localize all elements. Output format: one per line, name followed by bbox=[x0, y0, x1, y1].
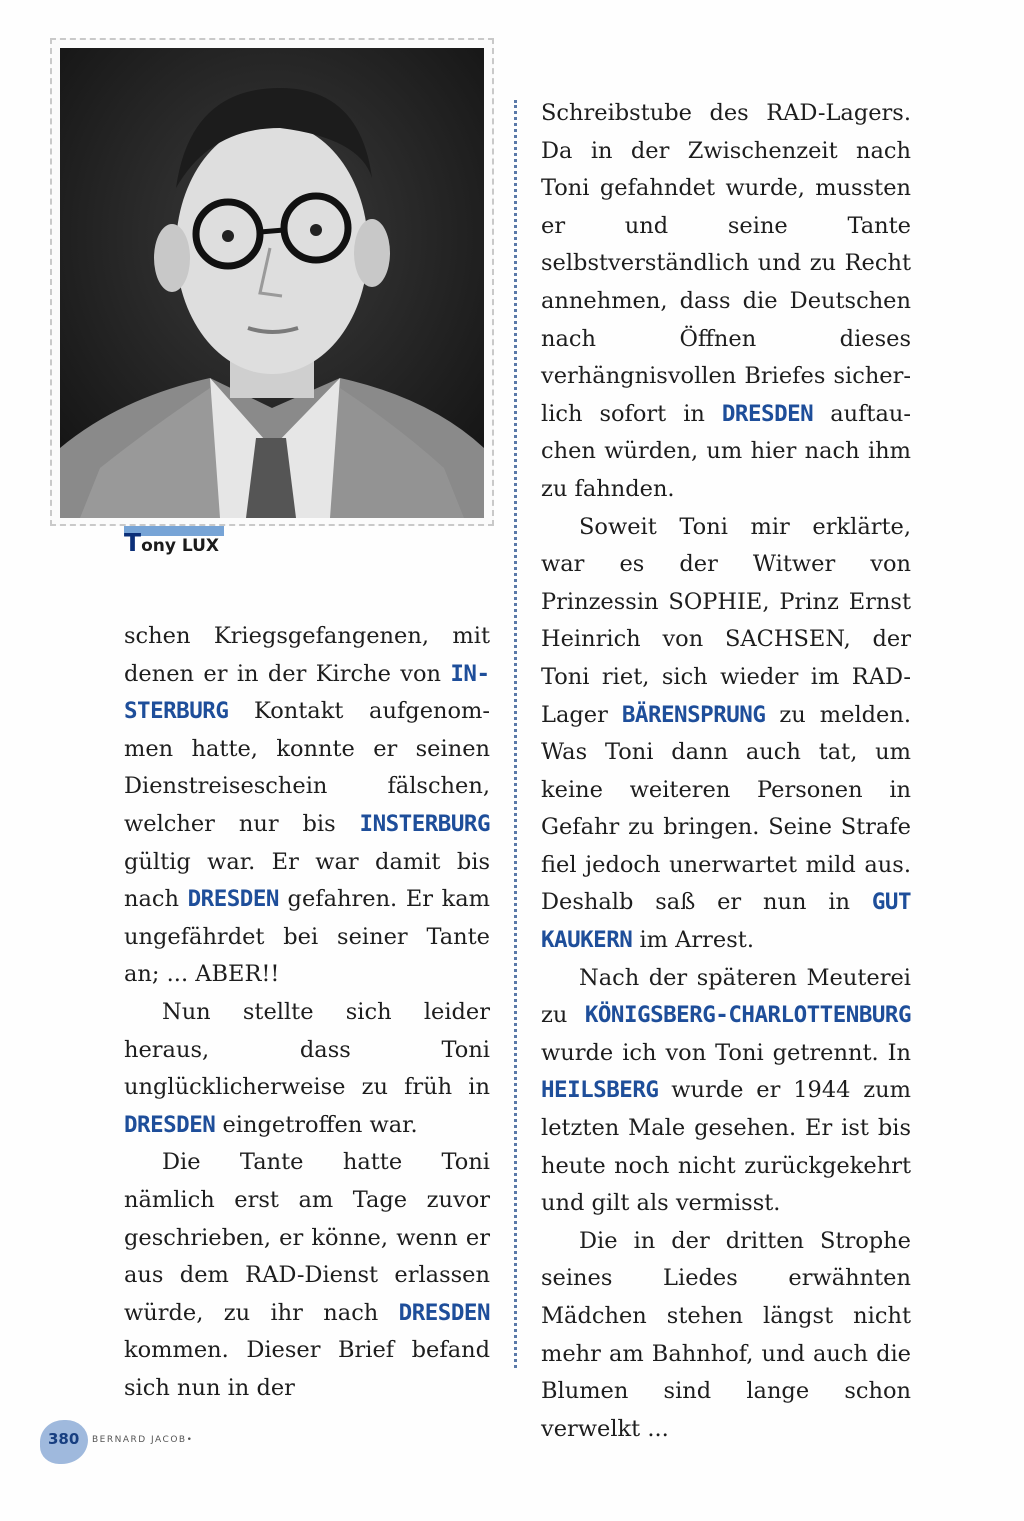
caption-initial: T bbox=[124, 528, 142, 557]
text-run: wurde er 1944 zum letzten Male gesehen. Er ist bis heute noch nicht zurückgekehrt und gilt als vermisst. bbox=[541, 1077, 911, 1217]
place-name: BÄRENSPRUNG bbox=[621, 701, 766, 728]
place-name: DRESDEN bbox=[124, 1111, 216, 1138]
photo-frame bbox=[50, 38, 494, 526]
text-run: Soweit Toni mir erklärte, war es der Witwer von Prinzessin SOPHIE, Prinz Ernst Heinrich von SACHSEN, der Toni riet, sich wieder im RAD-Lager bbox=[541, 513, 911, 728]
caption-text: ony LUX bbox=[141, 536, 219, 556]
paragraph bbox=[124, 618, 490, 994]
column-divider bbox=[514, 100, 517, 1368]
left-column bbox=[124, 618, 490, 1407]
text-run: gefahren. Er kam ungefährdet bei seiner Tante an; ... ABER!! bbox=[124, 886, 490, 988]
text-run: Die in der dritten Strophe seines Liedes erwähnten Mädchen stehen längst nicht mehr am Bahnhof, und auch die Blumen sind lange schon verwelkt ... bbox=[541, 1227, 911, 1442]
place-name: KÖNIGSBERG-CHARLOTTENBURG bbox=[584, 1002, 911, 1029]
footer-author: BERNARD JACOB• bbox=[92, 1435, 194, 1445]
text-run: auftauchen würden, um hier nach ihm zu fahnden. bbox=[541, 400, 911, 502]
portrait-photo bbox=[60, 48, 484, 518]
paragraph bbox=[541, 960, 911, 1223]
paragraph bbox=[124, 994, 490, 1144]
page-footer bbox=[40, 1420, 340, 1464]
paragraph bbox=[541, 1223, 911, 1449]
paragraph bbox=[541, 509, 911, 960]
text-run: schen Kriegsgefangenen, mit denen er in der Kirche von bbox=[124, 623, 490, 687]
text-run: eingetroffen war. bbox=[215, 1111, 418, 1138]
photo-caption bbox=[124, 528, 219, 557]
paragraph bbox=[541, 95, 911, 509]
text-run: zu melden. Was Toni dann auch tat, um keine weiteren Personen in Gefahr zu bringen. Seine Strafe fiel jedoch unerwartet mild aus. Deshalb saß er nun in bbox=[541, 701, 912, 916]
page-number: 380 bbox=[48, 1430, 80, 1448]
text-run: Nach der späteren Meuterei zu bbox=[541, 964, 911, 1029]
text-run: Die Tante hatte Toni nämlich erst am Tage zuvor geschrieben, er könne, wenn er aus dem RAD-Dienst erlassen würde, zu ihr nach bbox=[124, 1149, 490, 1326]
place-name: INSTERBURG bbox=[359, 810, 490, 837]
text-run: wurde ich von Toni getrennt. In bbox=[541, 1039, 911, 1066]
place-name: HEILSBERG bbox=[541, 1077, 659, 1104]
place-name: DRESDEN bbox=[187, 886, 279, 913]
text-run: im Arrest. bbox=[632, 927, 754, 954]
place-name: GUT KAUKERN bbox=[541, 889, 911, 954]
place-name: DRESDEN bbox=[721, 400, 814, 427]
right-column bbox=[541, 95, 911, 1448]
place-name: DRESDEN bbox=[398, 1299, 490, 1326]
text-run: Schreibstube des RAD-Lagers. Da in der Zwischenzeit nach Toni gefahndet wurde, mussten er und seine Tante selbstverständlich und zu Recht annehmen, dass die Deutschen nach Öffnen dieses verhängnisvollen Briefes sicherlich sofort in bbox=[541, 100, 911, 427]
text-run: kommen. Dieser Brief befand sich nun in der bbox=[124, 1337, 490, 1401]
text-run: Kontakt aufgenommen hatte, konnte er seinen Dienstreiseschein fälschen, welcher nur bis bbox=[124, 698, 490, 837]
text-run: Nun stellte sich leider heraus, dass Toni unglücklicherweise zu früh in bbox=[124, 998, 490, 1101]
text-run: gültig war. Er war damit bis nach bbox=[124, 848, 490, 913]
place-name: INSTERBURG bbox=[124, 660, 490, 725]
paragraph bbox=[124, 1144, 490, 1407]
